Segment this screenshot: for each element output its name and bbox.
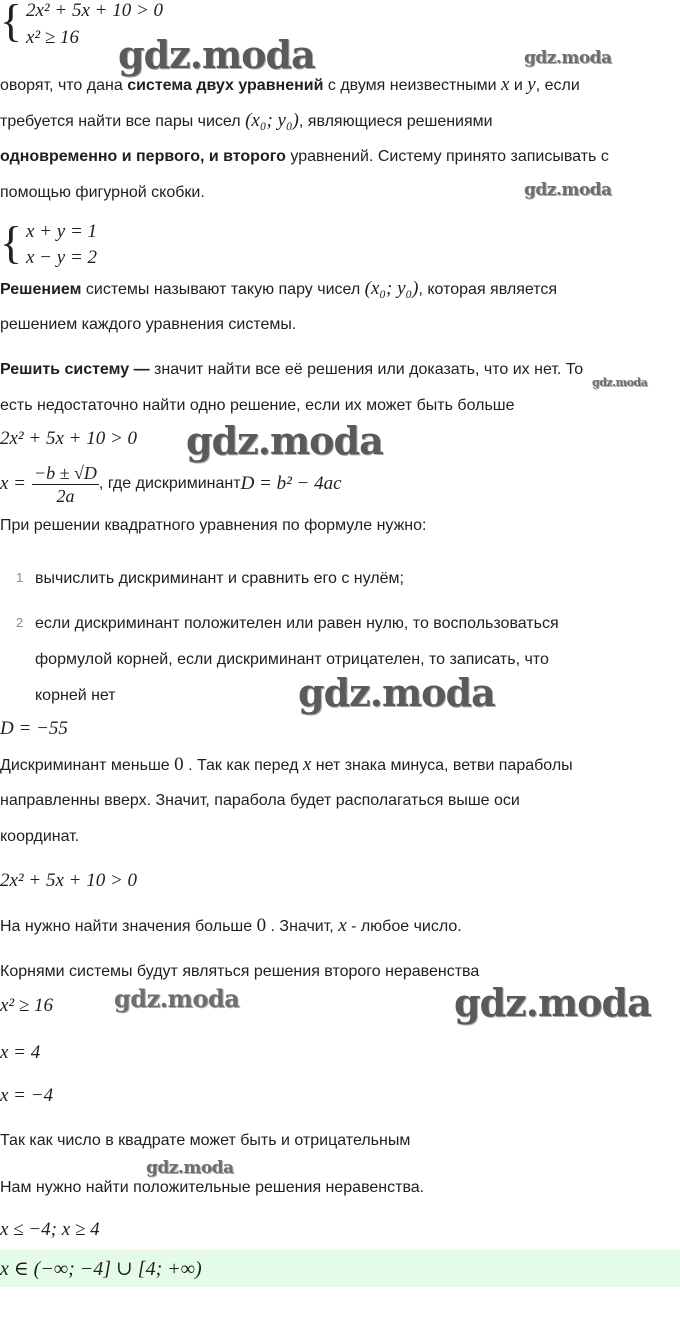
- watermark-8: gdz.moda: [454, 980, 651, 1025]
- intro-line1: оворят, что дана система двух уравнений с двумя неизвестными x и y, если: [0, 74, 580, 95]
- rule-intro: При решении квадратного уравнения по формуле нужно:: [0, 517, 427, 534]
- list-item-2-line3: корней нет: [35, 687, 116, 704]
- root-2: x = −4: [0, 1085, 54, 1106]
- inequality-1: 2x² + 5x + 10 > 0: [0, 428, 138, 449]
- list-number-1: 1: [16, 570, 24, 585]
- watermark-5: gdz.moda: [186, 418, 383, 463]
- quadratic-formula: x = $\frac{-b \pm √D}{2a}$ , где дискриминант D = b² − 4ac: [0, 462, 342, 506]
- example-line1: x + y = 1: [26, 221, 98, 242]
- root-1: x = 4: [0, 1042, 41, 1063]
- watermark-7: gdz.moda: [114, 984, 240, 1013]
- watermark-1: gdz.moda: [118, 32, 315, 77]
- example-line2: x − y = 2: [26, 247, 98, 268]
- positive-text: Нам нужно найти положительные решения неравенства.: [0, 1179, 425, 1196]
- list-item-1: вычислить дискриминант и сравнить его с нулём;: [35, 570, 404, 587]
- watermark-6: gdz.moda: [298, 670, 495, 715]
- intro-line2: требуется найти все пары чисел (x₀; y₀), являющиеся решениями: [0, 110, 493, 131]
- intro-line4: помощью фигурной скобки.: [0, 184, 205, 201]
- solution-def-line1: Решением системы называют такую пару чисел (x₀; y₀), которая является: [0, 278, 558, 299]
- disc-text-line3: координат.: [0, 828, 80, 845]
- disc-text-line1: Дискриминант меньше 0 . Так как перед x нет знака минуса, ветви параболы: [0, 754, 573, 775]
- top-system-line1: 2x² + 5x + 10 > 0: [26, 0, 164, 21]
- negative-text: Так как число в квадрате может быть и отрицательным: [0, 1132, 411, 1149]
- formula-fraction: $\frac{-b \pm √D}{2a}$: [34, 462, 97, 506]
- need-text: На нужно найти значения больше 0 . Значит, x - любое число.: [0, 915, 462, 936]
- inequality-1-repeat: 2x² + 5x + 10 > 0: [0, 870, 138, 891]
- top-system-line2: x² ≥ 16: [26, 27, 80, 48]
- intro-line3: одновременно и первого, и второго уравнений. Систему принято записывать с: [0, 148, 609, 165]
- watermark-3: gdz.moda: [524, 180, 612, 200]
- discriminant-value: D = −55: [0, 718, 68, 739]
- answer: x ∈ (−∞; −4] ∪ [4; +∞): [0, 1258, 202, 1280]
- solve-def-line1: Решить систему — значит найти все её решения или доказать, что их нет. То: [0, 361, 584, 378]
- inequality-2: x² ≥ 16: [0, 995, 54, 1016]
- watermark-9: gdz.moda: [146, 1158, 234, 1178]
- disc-text-line2: направленны вверх. Значит, парабола будет располагаться выше оси: [0, 792, 520, 809]
- ranges: x ≤ −4; x ≥ 4: [0, 1219, 100, 1240]
- solution-def-line2: решением каждого уравнения системы.: [0, 316, 297, 333]
- roots-text: Корнями системы будут являться решения второго неравенства: [0, 963, 480, 980]
- solve-def-line2: есть недостаточно найти одно решение, если их может быть больше: [0, 397, 515, 414]
- watermark-4: gdz.moda: [592, 376, 648, 389]
- list-item-2-line2: формулой корней, если дискриминант отрицателен, то записать, что: [35, 651, 549, 668]
- list-number-2: 2: [16, 615, 24, 630]
- list-item-2-line1: если дискриминант положителен или равен нулю, то воспользоваться: [35, 615, 559, 632]
- example-brace: {: [0, 217, 23, 268]
- system-brace: {: [0, 0, 23, 46]
- watermark-2: gdz.moda: [524, 48, 612, 68]
